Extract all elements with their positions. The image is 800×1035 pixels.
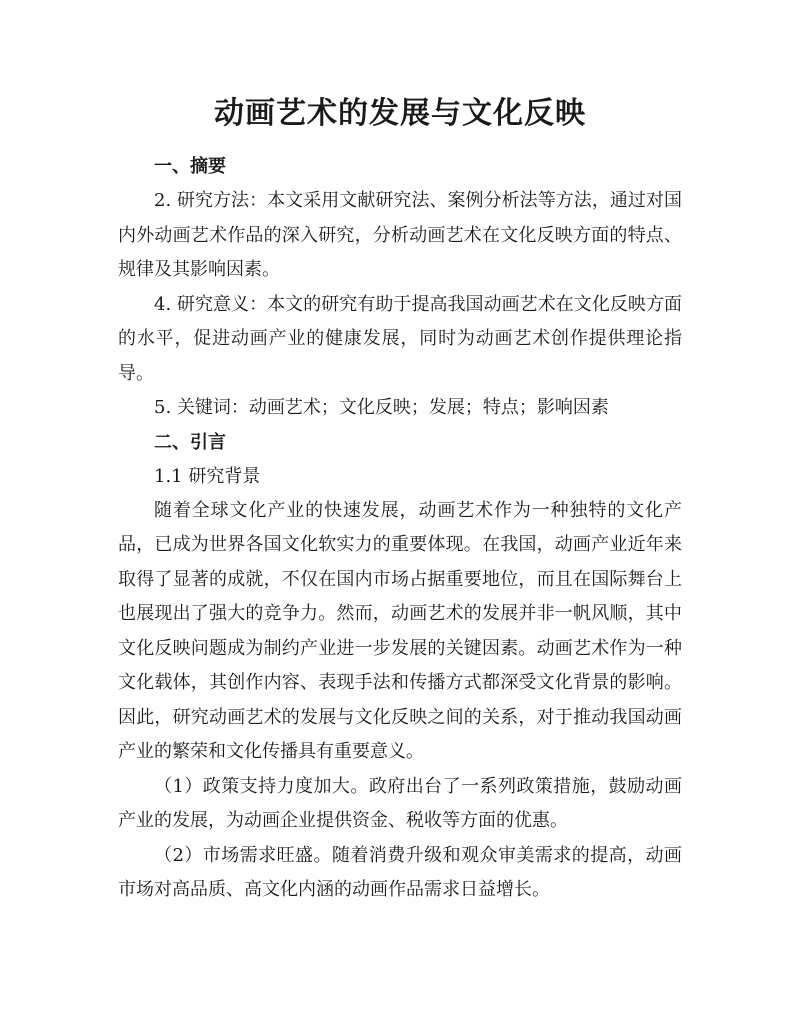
intro-paragraph-background: 随着全球文化产业的快速发展，动画艺术作为一种独特的文化产品，已成为世界各国文化软实力的重要体现。在我国，动画产业近年来取得了显著的成就，不仅在国内市场占据重要地位，而且在国际舞台上也展现出了强大的竞争力。然而，动画艺术的发展并非一帆风顺，其中文化反映问题成为制约产业进一步发展的关键因素。动画艺术作为一种文化载体，其创作内容、表现手法和传播方式都深受文化背景的影响。因此，研究动画艺术的发展与文化反映之间的关系，对于推动我国动画产业的繁荣和文化传播具有重要意义。 [118, 499, 682, 762]
abstract-item-keywords: 5. 关键词：动画艺术；文化反映；发展；特点；影响因素 [154, 397, 609, 418]
intro-paragraph-policy: （1）政策支持力度加大。政府出台了一系列政策措施，鼓励动画产业的发展，为动画企业提供资金、税收等方面的优惠。 [118, 775, 682, 831]
document-title: 动画艺术的发展与文化反映 [214, 96, 586, 131]
abstract-item-method: 2. 研究方法：本文采用文献研究法、案例分析法等方法，通过对国内外动画艺术作品的深入研究，分析动画艺术在文化反映方面的特点、规律及其影响因素。 [118, 190, 682, 280]
document-body [118, 92, 682, 908]
abstract-item-significance: 4. 研究意义：本文的研究有助于提高我国动画艺术在文化反映方面的水平，促进动画产业的健康发展，同时为动画艺术创作提供理论指导。 [118, 293, 682, 384]
intro-paragraph-market: （2）市场需求旺盛。随着消费升级和观众审美需求的提高，动画市场对高品质、高文化内涵的动画作品需求日益增长。 [118, 844, 682, 900]
intro-subheading: 1.1 研究背景 [154, 465, 261, 487]
abstract-heading: 一、摘要 [154, 156, 226, 177]
intro-heading: 二、引言 [154, 431, 226, 453]
